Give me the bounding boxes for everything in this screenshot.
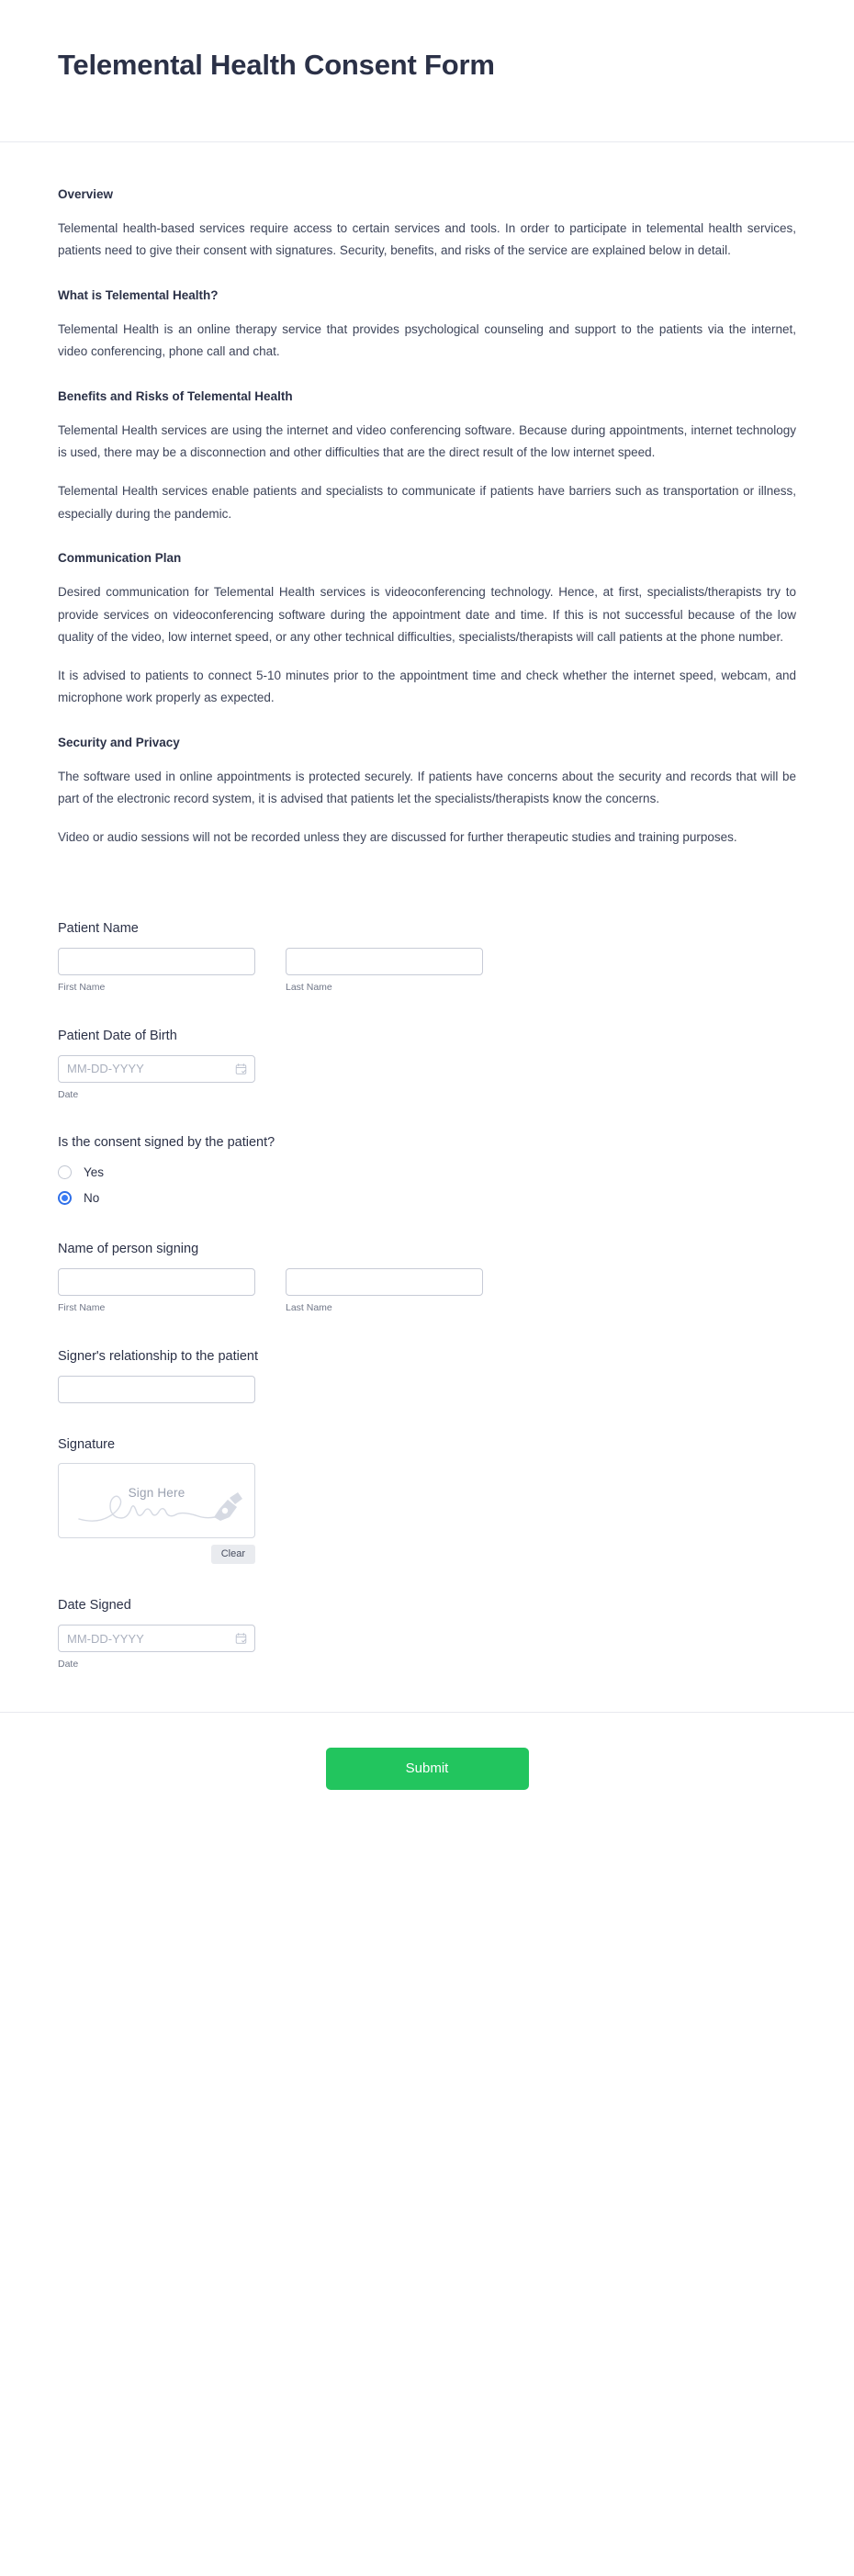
field-patient-name [58,920,796,994]
radio-label-no: No [84,1190,100,1205]
label-patient-name: Patient Name [58,921,139,937]
consent-text-block [58,142,796,858]
label-signer-relationship: Signer's relationship to the patient [58,1348,258,1364]
heading-overview: Overview [58,187,114,201]
paragraph-what-is-telemental-health: Telemental Health is an online therapy service that provides psychological counseling and support to the patients via the internet, video conferencing, phone call and chat. [58,321,796,359]
date-signed-wrap [58,1625,255,1652]
field-patient-date-of-birth [58,1028,796,1101]
signature-squiggle-icon [62,1465,251,1536]
page-title: Telemental Health Consent Form [58,49,495,81]
patient-first-name-sublabel: First Name [58,982,106,994]
radio-option-yes[interactable] [58,1162,796,1182]
field-signer-name [58,1241,796,1314]
patient-dob-input[interactable] [58,1055,255,1083]
consent-signed-radio-group [58,1162,796,1208]
patient-name-row [58,948,796,995]
heading-communication-plan: Communication Plan [58,551,182,566]
heading-what-is-telemental-health: What is Telemental Health? [58,288,219,303]
form-content [0,142,854,1671]
signer-last-name-input[interactable] [286,1268,483,1296]
field-date-signed [58,1597,796,1670]
label-consent-signed: Is the consent signed by the patient? [58,1135,275,1151]
label-patient-date-of-birth: Patient Date of Birth [58,1028,177,1043]
signer-relationship-group [58,1376,255,1403]
radio-option-no[interactable] [58,1187,796,1208]
radio-icon-no[interactable] [58,1191,72,1205]
date-signed-input[interactable] [58,1625,255,1652]
signer-first-name-sublabel: First Name [58,1302,106,1314]
signer-relationship-input[interactable] [58,1376,255,1403]
field-consent-signed [58,1134,796,1208]
signer-first-name-input[interactable] [58,1268,255,1296]
signature-hint-text: Sign Here [128,1486,185,1501]
patient-last-name-input[interactable] [286,948,483,975]
paragraph-overview: Telemental health-based services require access to certain services and tools. In order to participate in telemental health services, patients need to give their consent with signatures. Security, benefits, and risks of the service are explained below in detail. [58,220,796,258]
patient-last-name-sublabel: Last Name [286,982,332,994]
signature-pad[interactable] [58,1463,255,1538]
paragraph-benefits-2: Telemental Health services enable patients and specialists to communicate if patients have barriers such as transportation or illness, especially during the pandemic. [58,484,796,521]
label-signature: Signature [58,1436,116,1452]
field-signature [58,1436,796,1565]
signer-first-name-group [58,1268,255,1315]
date-signed-sublabel: Date [58,1659,79,1670]
heading-benefits-and-risks: Benefits and Risks of Telemental Health [58,389,293,404]
field-signer-relationship [58,1348,796,1403]
paragraph-communication-2: It is advised to patients to connect 5-10 minutes prior to the appointment time and check whether the internet speed, webcam, and microphone work properly as expected. [58,668,796,705]
signer-name-row [58,1268,796,1315]
radio-label-yes: Yes [84,1164,105,1179]
signer-last-name-sublabel: Last Name [286,1302,332,1314]
paragraph-security-2: Video or audio sessions will not be recorded unless they are discussed for further therapeutic studies and training purposes. [58,829,737,844]
label-signer-name: Name of person signing [58,1242,199,1257]
patient-first-name-group [58,948,255,995]
form-footer [0,1712,854,1846]
heading-security-and-privacy: Security and Privacy [58,735,180,749]
form-header [0,0,854,142]
paragraph-security-1: The software used in online appointments is protected securely. If patients have concerns about the security and records that will be part of the electronic record system, it is advised that patients let the specialists/therapists know the concerns. [58,769,796,806]
patient-last-name-group [286,948,483,995]
patient-dob-wrap [58,1055,255,1083]
form-fields [58,858,796,1670]
submit-button[interactable]: Submit [326,1748,529,1791]
patient-dob-sublabel: Date [58,1088,79,1100]
signature-clear-row [58,1545,255,1564]
clear-signature-button[interactable]: Clear [211,1545,255,1564]
paragraph-benefits-1: Telemental Health services are using the internet and video conferencing software. Because during appointments, internet technology is used, there may be a disconnection and other difficulties that are the direct result of the low internet speed. [58,422,796,460]
label-date-signed: Date Signed [58,1598,131,1614]
paragraph-communication-1: Desired communication for Telemental Health services is videoconferencing technology. Hence, at first, specialists/therapists try to provide services on videoconferencing software during the appointment date and time. If this is not successful because of the low quality of the video, low internet speed, or any other technical difficulties, specialists/therapists will call patients at the phone number. [58,585,796,645]
signature-placeholder-art [59,1464,254,1537]
patient-first-name-input[interactable] [58,948,255,975]
signer-last-name-group [286,1268,483,1315]
radio-icon-yes[interactable] [58,1165,72,1179]
